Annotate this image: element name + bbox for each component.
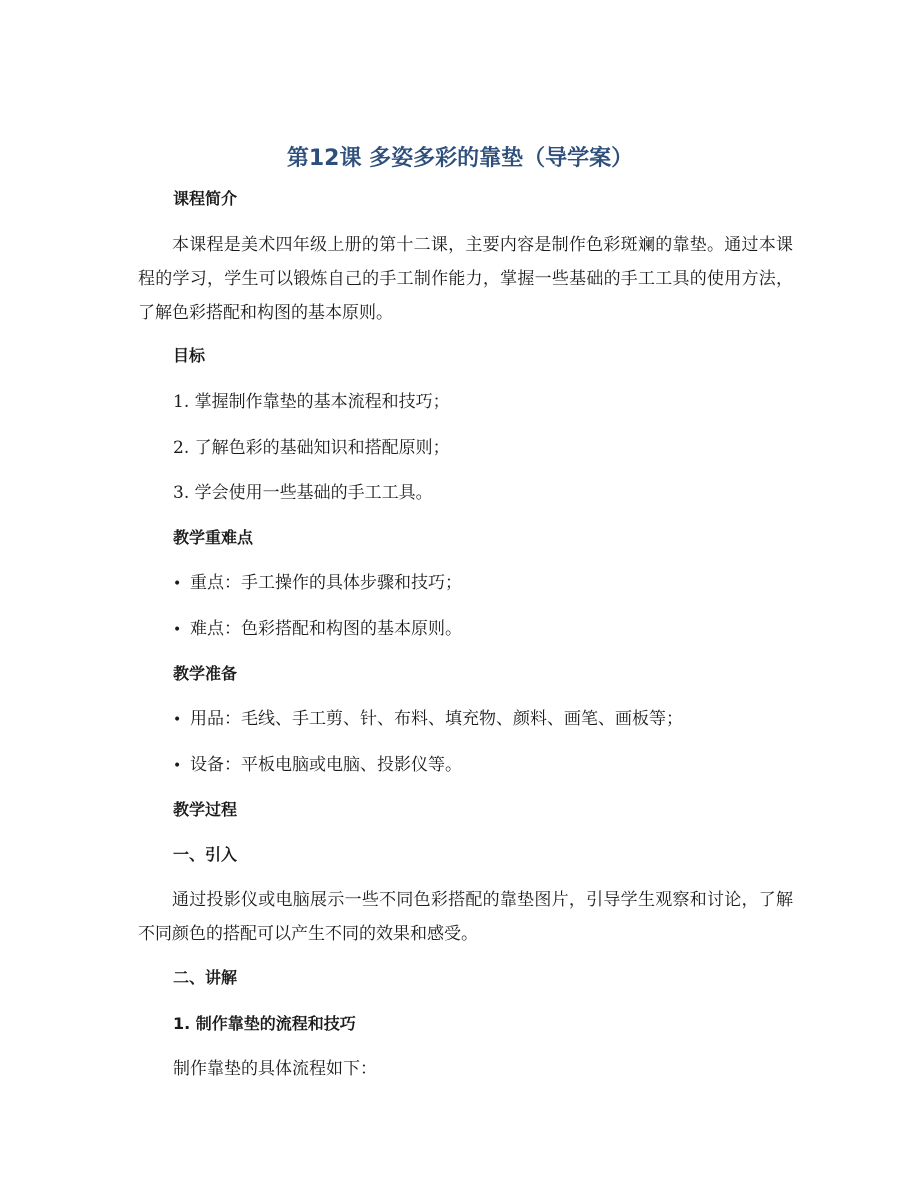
key-point-item-2 <box>173 617 793 642</box>
preparation-text: 用品：毛线、手工剪、针、布料、填充物、颜料、画笔、画板等； <box>190 709 683 729</box>
preparation-text: 设备：平板电脑或电脑、投影仪等。 <box>190 755 462 775</box>
bullet-icon: • <box>173 758 182 774</box>
goals-heading: 目标 <box>173 346 206 365</box>
preparation-item-2 <box>173 753 793 778</box>
intro-paragraph: 本课程是美术四年级上册的第十二课，主要内容是制作色彩斑斓的靠垫。通过本课程的学习，学生可以锻炼自己的手工制作能力，掌握一些基础的手工工具的使用方法，了解色彩搭配和构图的基本原则。 <box>138 235 793 323</box>
section-intro-heading: 一、引入 <box>173 845 238 864</box>
bullet-icon: • <box>173 712 182 728</box>
section-intro-paragraph: 通过投影仪或电脑展示一些不同色彩搭配的靠垫图片，引导学生观察和讨论，了解不同颜色的搭配可以产生不同的效果和感受。 <box>138 890 793 944</box>
section-explain-heading: 二、讲解 <box>173 968 238 987</box>
key-points-heading: 教学重难点 <box>173 528 254 547</box>
intro-heading: 课程简介 <box>173 189 238 208</box>
bullet-icon: • <box>173 576 182 592</box>
process-heading: 教学过程 <box>173 800 238 819</box>
goal-item-3: 3. 学会使用一些基础的手工工具。 <box>173 483 433 503</box>
preparation-item-1 <box>173 707 793 732</box>
bullet-icon: • <box>173 622 182 638</box>
goal-item-2: 2. 了解色彩的基础知识和搭配原则； <box>173 438 450 458</box>
key-point-text: 重点：手工操作的具体步骤和技巧； <box>190 573 462 593</box>
preparation-heading: 教学准备 <box>173 664 238 683</box>
sub-heading-process: 1. 制作靠垫的流程和技巧 <box>173 1014 356 1033</box>
goal-item-1: 1. 掌握制作靠垫的基本流程和技巧； <box>173 392 450 412</box>
key-point-text: 难点：色彩搭配和构图的基本原则。 <box>190 619 462 639</box>
key-point-item-1 <box>173 571 793 596</box>
process-intro-text: 制作靠垫的具体流程如下： <box>173 1059 377 1079</box>
document-title: 第12课 多姿多彩的靠垫（导学案） <box>286 146 634 171</box>
